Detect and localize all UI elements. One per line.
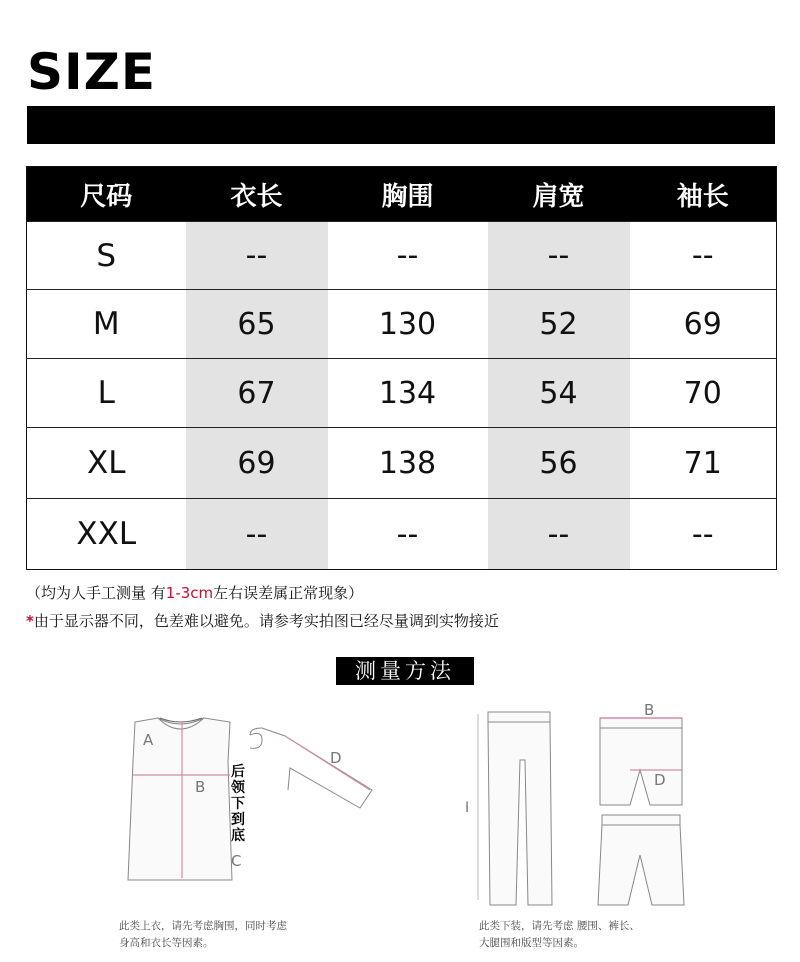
header-sleeve: 袖长 xyxy=(630,167,777,222)
label-d-pants: D xyxy=(654,771,666,789)
header-shoulder: 肩宽 xyxy=(488,167,630,222)
header-chest: 胸围 xyxy=(328,167,488,222)
shoulder-cell: 54 xyxy=(488,359,630,428)
length-cell: -- xyxy=(186,222,328,290)
back-neck-to-hem-label: 后领下到底 xyxy=(231,764,245,844)
sleeve-cell: 71 xyxy=(630,428,777,499)
waist-diagram xyxy=(600,718,682,805)
note-prefix: （均为人手工测量 有 xyxy=(26,584,166,602)
top-caption-line2: 身高和衣长等因素。 xyxy=(119,937,214,949)
length-cell: 65 xyxy=(186,290,328,359)
pants-diagram xyxy=(478,712,552,905)
table-row xyxy=(27,359,777,428)
sleeve-cell: 69 xyxy=(630,290,777,359)
table-row xyxy=(27,428,777,499)
note-color-text: 由于显示器不同，色差难以避免。请参考实拍图已经尽量调到实物接近 xyxy=(33,612,499,630)
label-a: A xyxy=(143,731,154,749)
chest-cell: 138 xyxy=(328,428,488,499)
note-tolerance: 1-3cm xyxy=(165,584,214,602)
size-cell: XXL xyxy=(27,499,186,570)
length-cell: 69 xyxy=(186,428,328,499)
header-size: 尺码 xyxy=(27,167,186,222)
length-cell: -- xyxy=(186,499,328,570)
table-row xyxy=(27,499,777,570)
label-b-pants: B xyxy=(644,701,655,719)
size-cell: M xyxy=(27,290,186,359)
sleeve-diagram xyxy=(250,728,372,808)
size-cell: XL xyxy=(27,428,186,499)
chest-cell: -- xyxy=(328,222,488,290)
chest-cell: -- xyxy=(328,499,488,570)
header-length: 衣长 xyxy=(186,167,328,222)
table-header-row xyxy=(27,167,777,222)
chest-cell: 134 xyxy=(328,359,488,428)
label-c: C xyxy=(231,852,242,870)
bottom-caption-line2: 大腿围和版型等因素。 xyxy=(479,937,584,949)
bottom-caption-line1: 此类下装，请先考虑 腰围、裤长、 xyxy=(479,920,640,932)
label-b-top: B xyxy=(195,778,206,796)
table-row xyxy=(27,222,777,290)
label-i: I xyxy=(465,800,470,816)
title-bar xyxy=(27,106,775,144)
sleeve-cell: 70 xyxy=(630,359,777,428)
label-d-top: D xyxy=(330,749,342,767)
chest-cell: 130 xyxy=(328,290,488,359)
shoulder-cell: 56 xyxy=(488,428,630,499)
shoulder-cell: 52 xyxy=(488,290,630,359)
pants-lower-diagram xyxy=(598,815,684,905)
measurement-note xyxy=(26,583,363,603)
size-cell: S xyxy=(27,222,186,290)
top-caption-line1: 此类上衣，请先考虑胸围，同时考虑 xyxy=(119,920,287,932)
size-cell: L xyxy=(27,359,186,428)
sleeve-cell: -- xyxy=(630,499,777,570)
sleeve-cell: -- xyxy=(630,222,777,290)
shoulder-cell: -- xyxy=(488,222,630,290)
shoulder-cell: -- xyxy=(488,499,630,570)
page-title: SIZE xyxy=(27,43,157,101)
size-table xyxy=(26,166,777,570)
note-star: * xyxy=(26,612,34,630)
note-suffix: 左右误差属正常现象） xyxy=(213,584,364,602)
color-note xyxy=(26,611,499,631)
method-title: 测量方法 xyxy=(336,657,474,685)
length-cell: 67 xyxy=(186,359,328,428)
table-row xyxy=(27,290,777,359)
